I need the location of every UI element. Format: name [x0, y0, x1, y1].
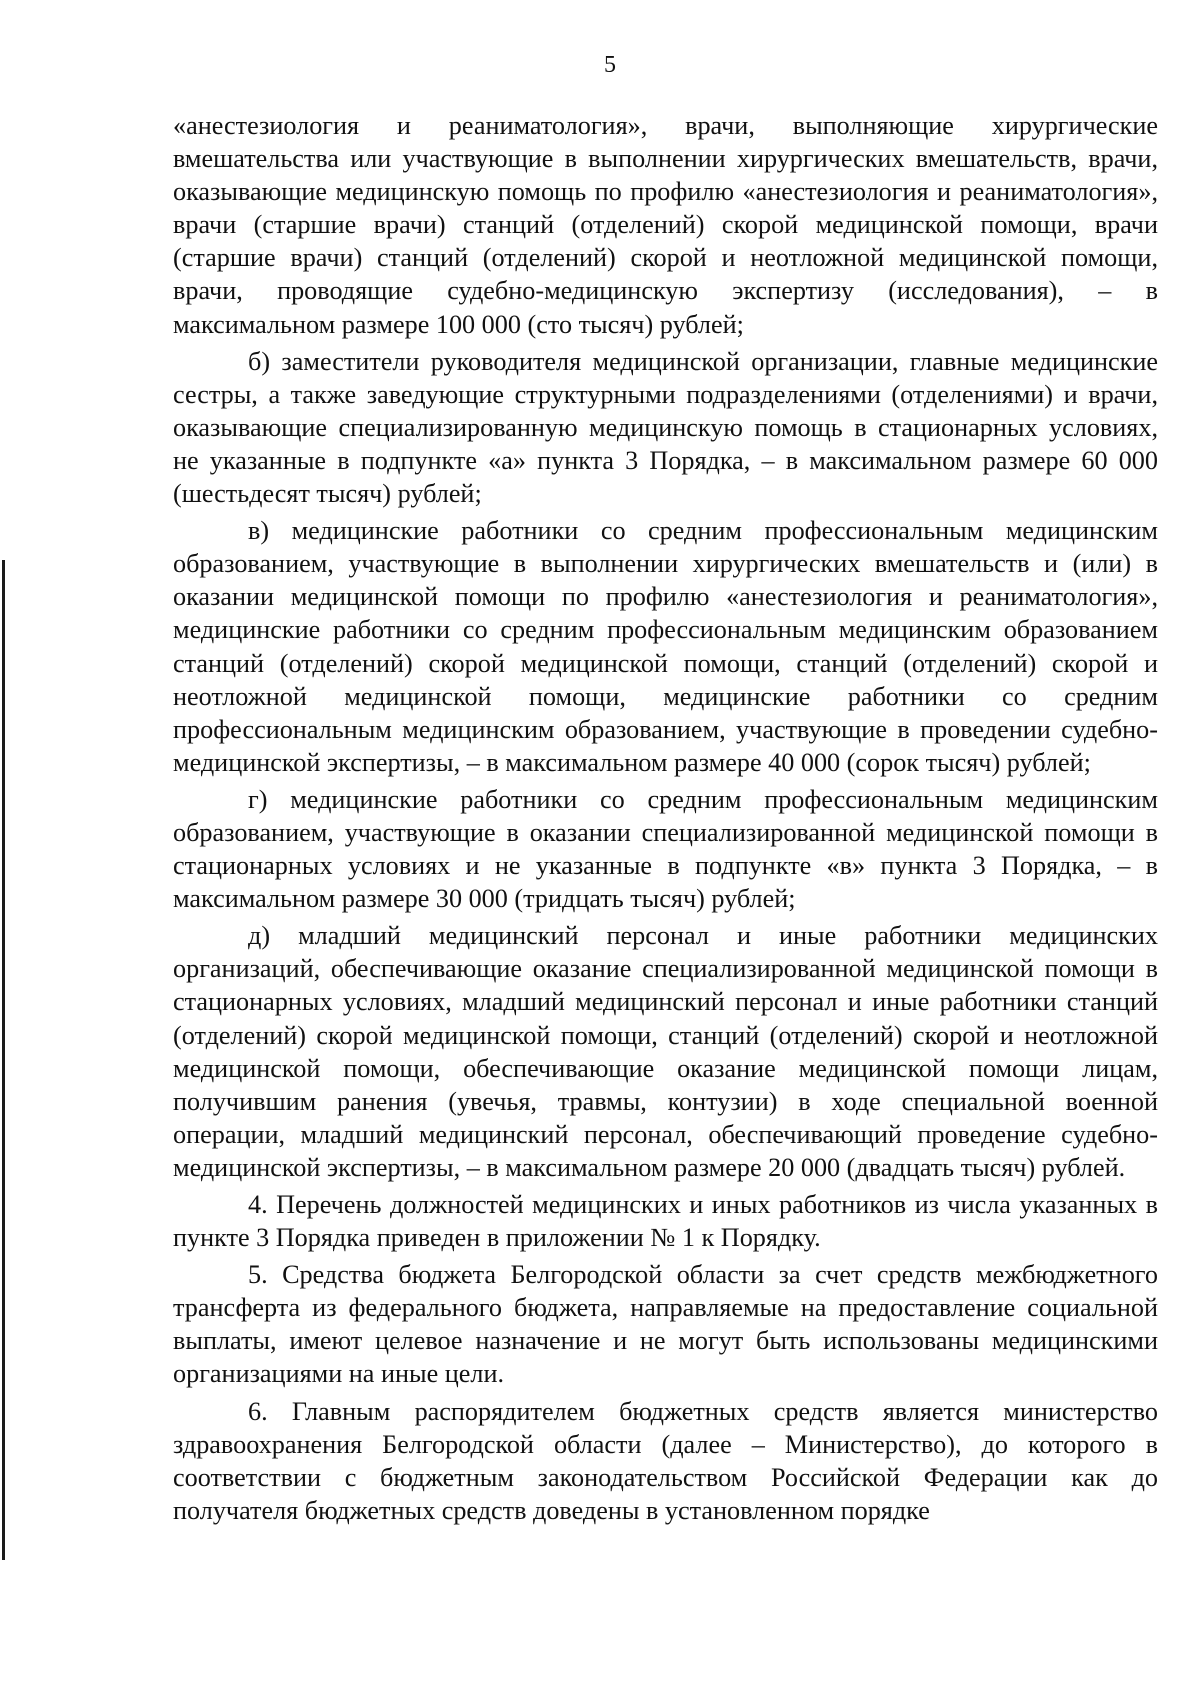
paragraph-subitem-v: в) медицинские работники со средним профессиональным медицинским образованием, участвующие в выполнении хирургических вмешательств и (или) в оказании медицинской помощи по профилю «анестезиология и реаниматология», медицинские работники со средним профессиональным медицинским образованием станций (отделений) скорой медицинской помощи, станций (отделений) скорой и неотложной медицинской помощи, медицинские работники со средним профессиональным медицинским образованием, участвующие в проведении судебно-медицинской экспертизы, – в максимальном размере 40 000 (сорок тысяч) рублей;: [173, 516, 1158, 777]
paragraph-item-4: 4. Перечень должностей медицинских и иных работников из числа указанных в пункте 3 Порядка приведен в приложении № 1 к Порядку.: [173, 1190, 1158, 1253]
paragraph-item-5: 5. Средства бюджета Белгородской области за счет средств межбюджетного трансферта из федерального бюджета, направляемые на предоставление социальной выплаты, имеют целевое назначение и не могут быть использованы медицинскими организациями на иные цели.: [173, 1260, 1158, 1389]
paragraph-continuation-anesthesiology: «анестезиология и реаниматология», врачи, выполняющие хирургические вмешательства или участвующие в выполнении хирургических вмешательств, врачи, оказывающие медицинскую помощь по профилю «анестезиология и реаниматология», врачи (старшие врачи) станций (отделений) скорой медицинской помощи, врачи (старшие врачи) станций (отделений) скорой и неотложной медицинской помощи, врачи, проводящие судебно-медицинскую экспертизу (исследования), – в максимальном размере 100 000 (сто тысяч) рублей;: [173, 111, 1158, 339]
paragraph-subitem-d: д) младший медицинский персонал и иные работники медицинских организаций, обеспечивающие оказание специализированной медицинской помощи в стационарных условиях, младший медицинский персонал и иные работники станций (отделений) скорой медицинской помощи, станций (отделений) скорой и неотложной медицинской помощи, обеспечивающие оказание медицинской помощи лицам, получившим ранения (увечья, травмы, контузии) в ходе специальной военной операции, младший медицинский персонал, обеспечивающий проведение судебно-медицинской экспертизы, – в максимальном размере 20 000 (двадцать тысяч) рублей.: [173, 921, 1158, 1182]
scan-binding-edge: [2, 560, 5, 1560]
page-number: 5: [604, 52, 616, 78]
document-body: [173, 109, 1158, 1531]
paragraph-item-6: 6. Главным распорядителем бюджетных средств является министерство здравоохранения Белгородской области (далее – Министерство), до которого в соответствии с бюджетным законодательством Российской Федерации как до получателя бюджетных средств доведены в установленном порядке: [173, 1396, 1158, 1525]
paragraph-subitem-g: г) медицинские работники со средним профессиональным медицинским образованием, участвующие в оказании специализированной медицинской помощи в стационарных условиях и не указанные в подпункте «в» пункта 3 Порядка, – в максимальном размере 30 000 (тридцать тысяч) рублей;: [173, 784, 1158, 914]
paragraph-subitem-b: б) заместители руководителя медицинской организации, главные медицинские сестры, а также заведующие структурными подразделениями (отделениями) и врачи, оказывающие специализированную медицинскую помощь в стационарных условиях, не указанные в подпункте «а» пункта 3 Порядка, – в максимальном размере 60 000 (шестьдесят тысяч) рублей;: [173, 346, 1158, 509]
